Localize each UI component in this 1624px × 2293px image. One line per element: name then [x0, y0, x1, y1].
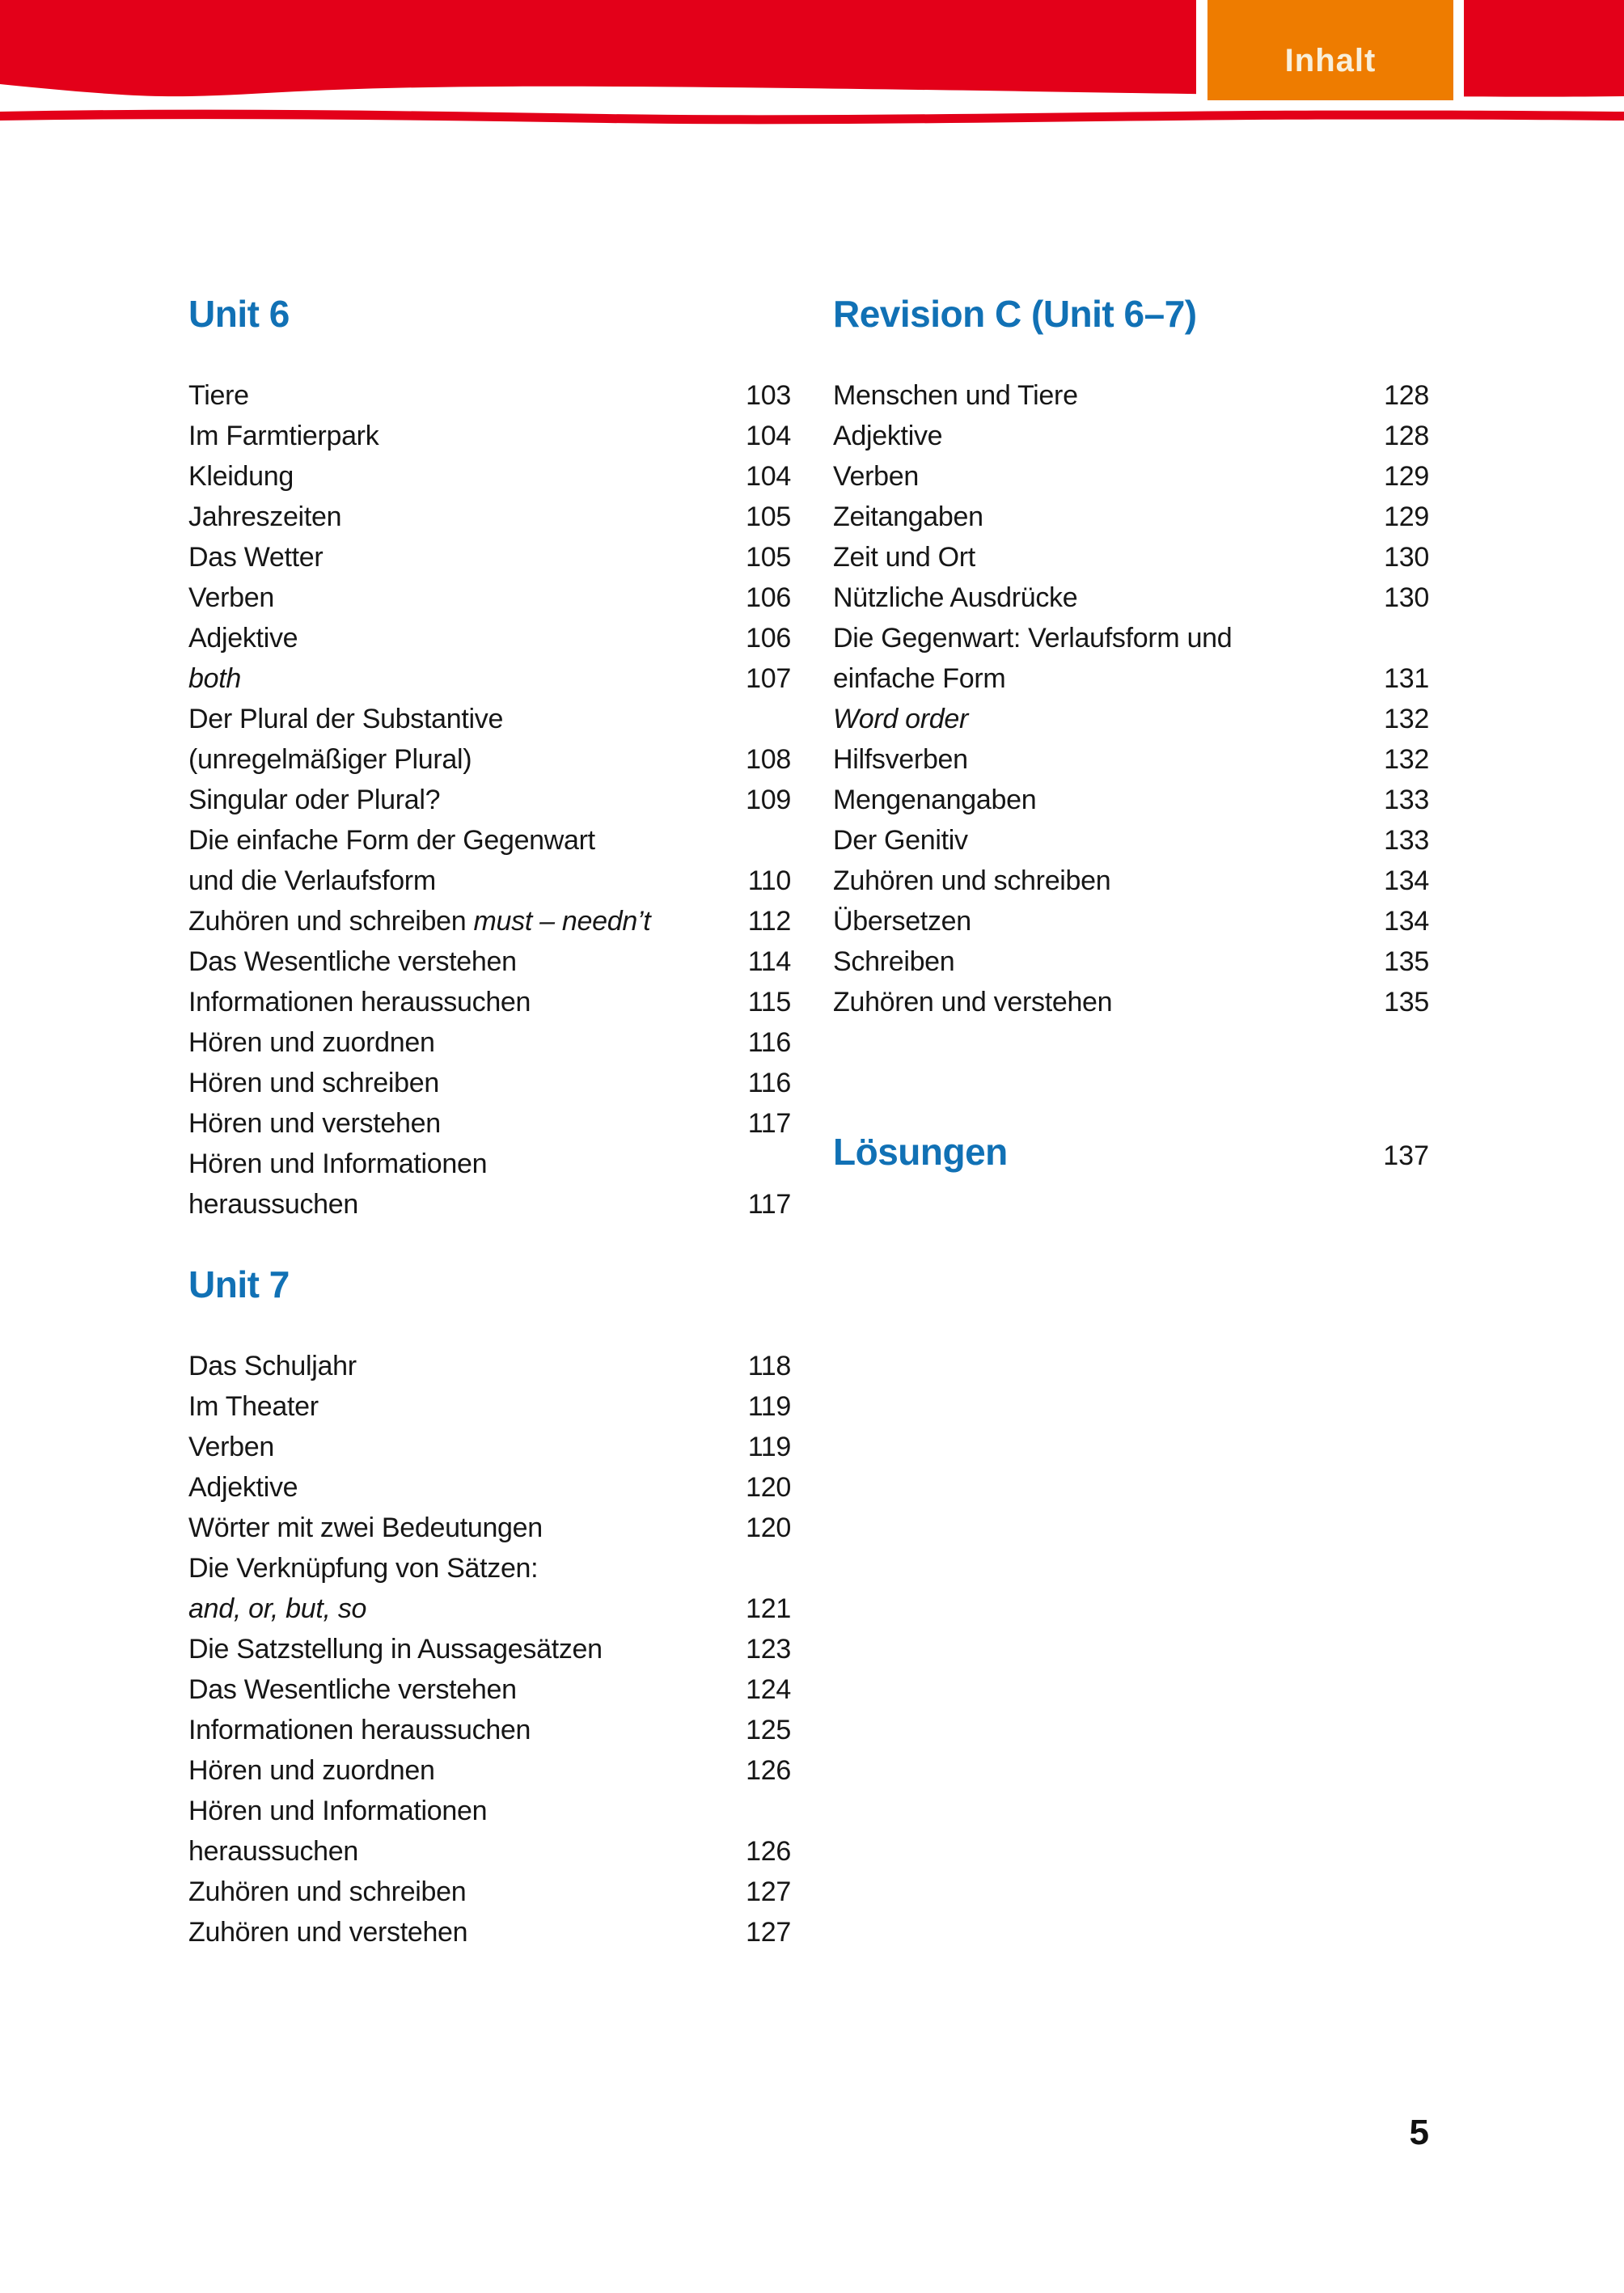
- toc-row: [188, 1831, 791, 1872]
- toc-row-label: Zuhören und schreiben: [833, 865, 1111, 896]
- toc-row-label: und die Verlaufsform: [188, 865, 436, 896]
- toc-row-label: (unregelmäßiger Plural): [188, 744, 472, 775]
- toc-row: [833, 537, 1429, 577]
- toc-row-label: Das Wesentliche verstehen: [188, 946, 517, 977]
- toc-row-label: Singular oder Plural?: [188, 785, 441, 815]
- toc-row: [833, 375, 1429, 416]
- toc-row-page: 126: [746, 1755, 791, 1786]
- toc-row-page: 119: [747, 1391, 791, 1422]
- toc-row-label: Adjektive: [188, 1472, 298, 1503]
- toc-row-page: 103: [746, 380, 791, 411]
- toc-row-page: 117: [747, 1108, 791, 1139]
- toc-row-page: 133: [1384, 825, 1429, 856]
- toc-row-label: Kleidung: [188, 461, 294, 492]
- toc-row: [188, 537, 791, 577]
- toc-row-label: Übersetzen: [833, 906, 971, 937]
- toc-row-label: Adjektive: [833, 421, 943, 451]
- toc-row: [188, 1063, 791, 1103]
- toc-row-page: 135: [1384, 987, 1429, 1017]
- toc-row-page: 120: [746, 1472, 791, 1503]
- toc-row: [188, 497, 791, 537]
- toc-row: [188, 1750, 791, 1791]
- toc-row: [188, 1427, 791, 1467]
- toc-row-page: 133: [1384, 785, 1429, 815]
- section-heading: Unit 7: [188, 1263, 290, 1305]
- toc-row: [833, 618, 1429, 658]
- toc-row-label: Im Theater: [188, 1391, 319, 1422]
- toc-row-label: Hören und Informationen: [188, 1149, 488, 1179]
- toc-row-page: 124: [746, 1674, 791, 1705]
- toc-row-label: Mengenangaben: [833, 785, 1037, 815]
- toc-row-label: Die Verknüpfung von Sätzen:: [188, 1553, 539, 1584]
- toc-row-label: Das Wesentliche verstehen: [188, 1674, 517, 1705]
- section-heading: Lösungen: [833, 1131, 1008, 1173]
- toc-row: [188, 1022, 791, 1063]
- toc-row-label: Verben: [188, 582, 274, 613]
- toc-row: [188, 1103, 791, 1144]
- toc-row: [188, 658, 791, 699]
- toc-row-page: 127: [746, 1917, 791, 1948]
- inhalt-tab-label: Inhalt: [1284, 42, 1377, 78]
- toc-row-page: 128: [1384, 421, 1429, 451]
- toc-row-label: Tiere: [188, 380, 249, 411]
- toc-row-label: both: [188, 663, 241, 694]
- toc-row: [188, 699, 791, 739]
- toc-row-page: 117: [747, 1189, 791, 1220]
- toc-rows: [188, 1346, 791, 1952]
- toc-row: [188, 618, 791, 658]
- toc-row: [833, 497, 1429, 537]
- toc-row: [188, 901, 791, 941]
- toc-row: [188, 375, 791, 416]
- toc-row-label: heraussuchen: [188, 1836, 358, 1867]
- toc-row-label: Word order: [833, 704, 969, 734]
- section-heading-page: 137: [1383, 1140, 1429, 1171]
- toc-row-label: Adjektive: [188, 623, 298, 654]
- toc-row-page: 123: [746, 1634, 791, 1665]
- toc-row: [188, 1669, 791, 1710]
- toc-row: [188, 1872, 791, 1912]
- toc-row-page: 132: [1384, 744, 1429, 775]
- header-red-stripe: [0, 110, 1624, 125]
- toc-row-label: Hören und Informationen: [188, 1796, 488, 1826]
- toc-row-label: Der Genitiv: [833, 825, 968, 856]
- toc-row-page: 104: [746, 421, 791, 451]
- toc-row: [188, 1912, 791, 1952]
- toc-row-label: Nützliche Ausdrücke: [833, 582, 1078, 613]
- section-loesungen: [833, 1131, 1429, 1213]
- toc-row-page: 110: [747, 865, 791, 896]
- toc-row: [188, 456, 791, 497]
- toc-row-page: 106: [746, 623, 791, 654]
- toc-row-page: 126: [746, 1836, 791, 1867]
- toc-row-page: 105: [746, 501, 791, 532]
- section-unit-7: [188, 1263, 791, 1952]
- toc-row-page: 104: [746, 461, 791, 492]
- toc-row: [833, 901, 1429, 941]
- toc-row-label: Hören und zuordnen: [188, 1027, 435, 1058]
- toc-row: [188, 1386, 791, 1427]
- toc-row-label: and, or, but, so: [188, 1593, 367, 1624]
- toc-row: [833, 820, 1429, 861]
- toc-row-label: Das Schuljahr: [188, 1351, 357, 1381]
- toc-row-label: Schreiben: [833, 946, 955, 977]
- toc-row-page: 128: [1384, 380, 1429, 411]
- toc-row-label: Zuhören und schreiben must – needn’t: [188, 906, 651, 937]
- section-unit-6: [188, 293, 791, 1225]
- toc-row: [188, 780, 791, 820]
- toc-row-page: 106: [746, 582, 791, 613]
- toc-row-label: Hilfsverben: [833, 744, 968, 775]
- toc-row: [833, 982, 1429, 1022]
- toc-row: [833, 658, 1429, 699]
- toc-row: [833, 416, 1429, 456]
- toc-row: [188, 416, 791, 456]
- toc-row-label: Zeitangaben: [833, 501, 983, 532]
- toc-row-page: 121: [746, 1593, 791, 1624]
- toc-row: [188, 1589, 791, 1629]
- toc-row: [188, 941, 791, 982]
- toc-row-label: Hören und schreiben: [188, 1068, 439, 1098]
- toc-row: [188, 577, 791, 618]
- page-number: 5: [1409, 2113, 1429, 2152]
- toc-row-page: 131: [1384, 663, 1429, 694]
- toc-row-label: Jahreszeiten: [188, 501, 342, 532]
- toc-row: [188, 1629, 791, 1669]
- toc-row-label: einfache Form: [833, 663, 1006, 694]
- toc-row-label: Das Wetter: [188, 542, 324, 573]
- toc-row: [188, 1791, 791, 1831]
- toc-row-label: Der Plural der Substantive: [188, 704, 504, 734]
- toc-row: [188, 1548, 791, 1589]
- toc-row-page: 134: [1384, 865, 1429, 896]
- toc-row-label: Im Farmtierpark: [188, 421, 379, 451]
- toc-row-page: 116: [747, 1068, 791, 1098]
- toc-row: [833, 780, 1429, 820]
- section-revision-c: [833, 293, 1429, 1022]
- tab-gap-left: [1196, 0, 1207, 104]
- tab-gap-right: [1453, 0, 1464, 104]
- toc-row-label: Die einfache Form der Gegenwart: [188, 825, 595, 856]
- toc-row-label: Zeit und Ort: [833, 542, 975, 573]
- toc-row-page: 115: [747, 987, 791, 1017]
- toc-row-page: 114: [747, 946, 791, 977]
- toc-row-label: Hören und verstehen: [188, 1108, 441, 1139]
- section-heading: Unit 6: [188, 293, 290, 335]
- toc-row-page: 112: [747, 906, 791, 937]
- toc-row-page: 130: [1384, 582, 1429, 613]
- toc-row-label: Hören und zuordnen: [188, 1755, 435, 1786]
- toc-row-label: Zuhören und schreiben: [188, 1876, 467, 1907]
- toc-row-page: 116: [747, 1027, 791, 1058]
- toc-row: [833, 739, 1429, 780]
- toc-row: [188, 1184, 791, 1225]
- toc-row: [188, 820, 791, 861]
- toc-row-page: 135: [1384, 946, 1429, 977]
- toc-rows: [188, 375, 791, 1225]
- toc-row-page: 108: [746, 744, 791, 775]
- toc-row-label: Informationen heraussuchen: [188, 987, 531, 1017]
- toc-rows: [833, 375, 1429, 1022]
- toc-row: [833, 861, 1429, 901]
- toc-row-label: Menschen und Tiere: [833, 380, 1078, 411]
- toc-row: [833, 456, 1429, 497]
- toc-row-label: Verben: [833, 461, 919, 492]
- toc-row-label: Die Gegenwart: Verlaufsform und: [833, 623, 1233, 654]
- toc-row-label: Wörter mit zwei Bedeutungen: [188, 1512, 543, 1543]
- toc-row-page: 105: [746, 542, 791, 573]
- toc-row-label: Zuhören und verstehen: [188, 1917, 468, 1948]
- toc-row-page: 119: [747, 1432, 791, 1462]
- toc-row: [188, 1710, 791, 1750]
- toc-row: [833, 577, 1429, 618]
- toc-row-label: Verben: [188, 1432, 274, 1462]
- section-heading: Revision C (Unit 6–7): [833, 293, 1197, 335]
- toc-row: [188, 982, 791, 1022]
- toc-row: [188, 1508, 791, 1548]
- toc-row-page: 132: [1384, 704, 1429, 734]
- toc-row-label: heraussuchen: [188, 1189, 358, 1220]
- toc-row-page: 120: [746, 1512, 791, 1543]
- toc-row-page: 127: [746, 1876, 791, 1907]
- toc-row-label: Informationen heraussuchen: [188, 1715, 531, 1745]
- toc-row-page: 129: [1384, 461, 1429, 492]
- toc-row-page: 130: [1384, 542, 1429, 573]
- toc-row-page: 118: [747, 1351, 791, 1381]
- toc-row: [188, 861, 791, 901]
- toc-row: [188, 1346, 791, 1386]
- toc-row: [188, 739, 791, 780]
- toc-row-page: 129: [1384, 501, 1429, 532]
- toc-row: [833, 699, 1429, 739]
- toc-row-label: Zuhören und verstehen: [833, 987, 1113, 1017]
- toc-row-page: 107: [746, 663, 791, 694]
- toc-row-page: 134: [1384, 906, 1429, 937]
- toc-row-label: Die Satzstellung in Aussagesätzen: [188, 1634, 603, 1665]
- toc-row: [188, 1144, 791, 1184]
- toc-row: [188, 1467, 791, 1508]
- toc-row-page: 109: [746, 785, 791, 815]
- toc-row: [833, 941, 1429, 982]
- toc-row-page: 125: [746, 1715, 791, 1745]
